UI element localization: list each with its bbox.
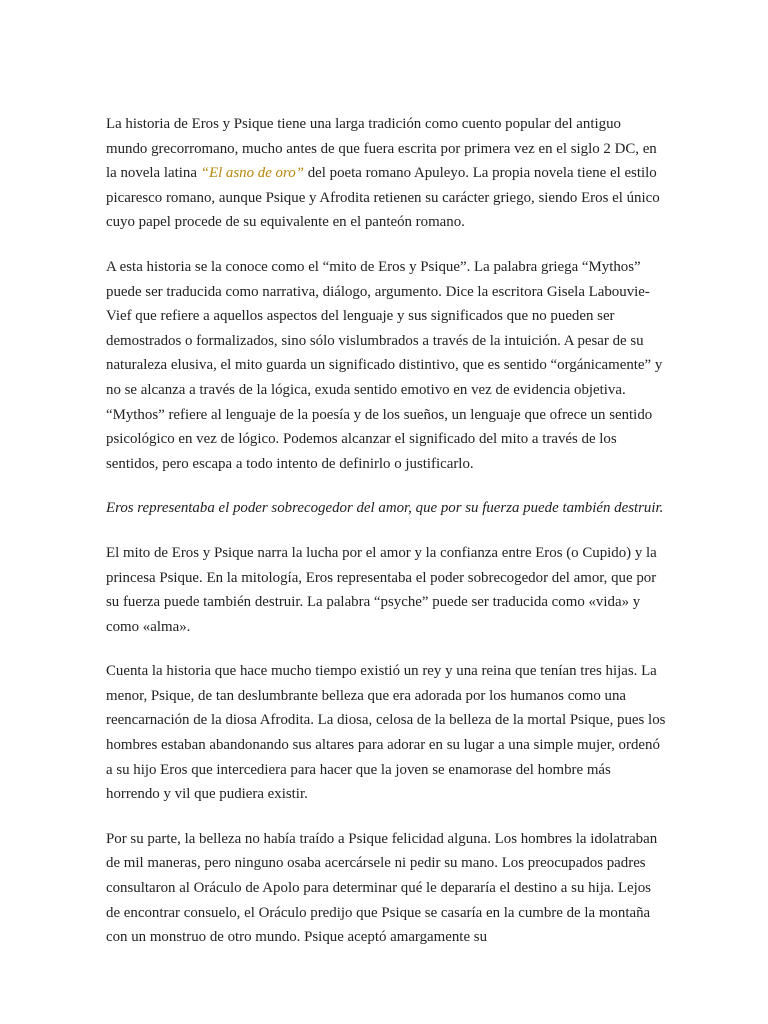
- paragraph-4: El mito de Eros y Psique narra la lucha por el amor y la confianza entre Eros (o Cupido) y la princesa Psique. En la mitología, Eros representaba el poder sobrecogedor del amor, que por su fuerza puede también destruir. La palabra “psyche” puede ser traducida como «vida» y como «alma».: [106, 544, 657, 635]
- paragraph-1-end: del poeta romano Apuleyo. La propia novela tiene el estilo picaresco romano, aunque Psique y Afrodita retienen su carácter griego, siendo Eros el único cuyo papel procede de su equivalente en el panteón romano.: [106, 165, 660, 231]
- paragraph-2: A esta historia se la conoce como el “mito de Eros y Psique”. La palabra griega “Mythos” puede ser traducida como narrativa, diálogo, argumento. Dice la escritora Gisela Labouvie-Vief que refiere a aquellos aspectos del lenguaje y sus significados que no pueden ser demostrados o formalizados, sino sólo vislumbrados a través de la intuición. A pesar de su naturaleza elusiva, el mito guarda un significado distintivo, que es sentido “orgánicamente” y no se alcanza a través de la lógica, exuda sentido emotivo en vez de evidencia objetiva. “Mythos” refiere al lenguaje de la poesía y de los sueños, un lenguaje que ofrece un sentido psicológico en vez de lógico. Podemos alcanzar el significado del mito a través de los sentidos, pero escapa a todo intento de definirlo o justificarlo.: [106, 258, 663, 472]
- paragraph-6: Por su parte, la belleza no había traído a Psique felicidad alguna. Los hombres la idolatraban de mil maneras, pero ninguno osaba acercársele ni pedir su mano. Los preocupados padres consultaron al Oráculo de Apolo para determinar qué le depararía el destino a su hija. Lejos de encontrar consuelo, el Oráculo predijo que Psique se casaría en la cumbre de la montaña con un monstruo de otro mundo. Psique aceptó amargamente su: [106, 830, 658, 946]
- novel-title-quote: “El asno de oro”: [200, 165, 304, 182]
- paragraph-1: [106, 112, 666, 235]
- paragraph-3-italic: Eros representaba el poder sobrecogedor del amor, que por su fuerza puede también destruir.: [106, 500, 664, 517]
- paragraph-1-start: La historia de Eros y Psique tiene una larga tradición como cuento popular del antiguo mundo grecorromano, mucho antes de que fuera escrita por primera vez en el siglo 2 DC, en la novela latina: [106, 116, 657, 182]
- document-body: [106, 112, 666, 970]
- paragraph-5: Cuenta la historia que hace mucho tiempo existió un rey y una reina que tenían tres hijas. La menor, Psique, de tan deslumbrante belleza que era adorada por los humanos como una reencarnación de la diosa Afrodita. La diosa, celosa de la belleza de la mortal Psique, pues los hombres estaban abandonando sus altares para adorar en su lugar a una simple mujer, ordenó a su hijo Eros que intercediera para hacer que la joven se enamorase del hombre más horrendo y vil que pudiera existir.: [106, 663, 666, 803]
